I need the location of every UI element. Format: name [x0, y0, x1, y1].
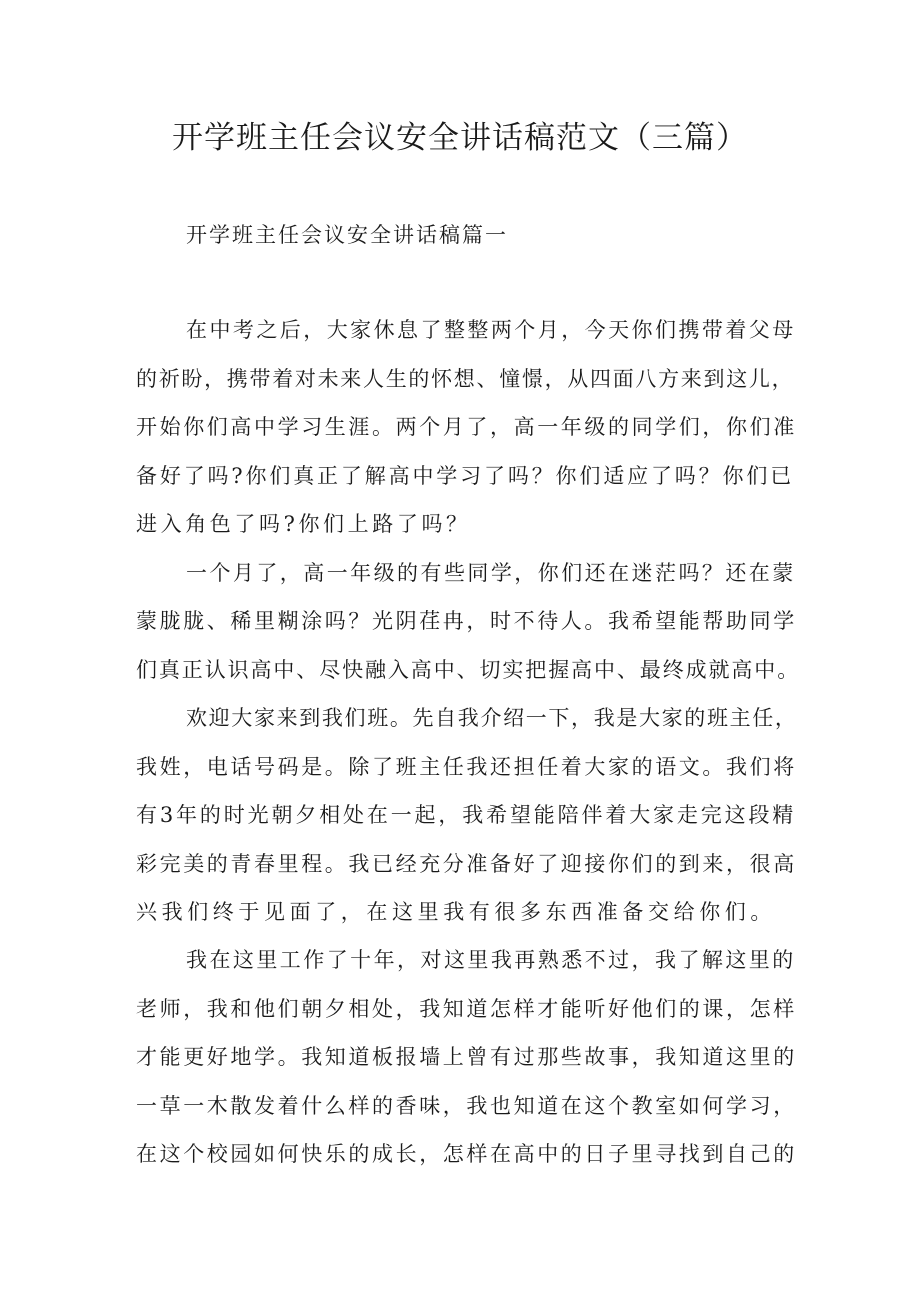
paragraph-line: 在中考之后，大家休息了整整两个月，今天你们携带着父母: [186, 318, 796, 342]
section-heading: 开学班主任会议安全讲话稿篇一: [186, 223, 508, 247]
paragraph-line: 我在这里工作了十年，对这里我再熟悉不过，我了解这里的: [186, 948, 796, 972]
paragraph-line: 开始你们高中学习生涯。两个月了，高一年级的同学们，你们准: [136, 415, 797, 439]
paragraph-line: 一个月了，高一年级的有些同学，你们还在迷茫吗？还在蒙: [186, 561, 796, 585]
document-title: 开学班主任会议安全讲话稿范文（三篇）: [172, 120, 748, 156]
paragraph-line: 我姓，电话号码是。除了班主任我还担任着大家的语文。我们将: [136, 755, 797, 779]
paragraph-line: 们真正认识高中、尽快融入高中、切实把握高中、最终成就高中。: [136, 658, 801, 682]
paragraph-line: 进入角色了吗?你们上路了吗？: [136, 512, 471, 536]
paragraph-line: 备好了吗?你们真正了解高中学习了吗？你们适应了吗？你们已: [136, 464, 795, 488]
paragraph-line: 欢迎大家来到我们班。先自我介绍一下，我是大家的班主任，: [186, 706, 798, 730]
paragraph-line: 彩完美的青春里程。我已经充分准备好了迎接你们的到来，很高: [136, 852, 797, 876]
paragraph-line: 才能更好地学。我知道板报墙上曾有过那些故事，我知道这里的: [136, 1045, 797, 1069]
paragraph-line: 在这个校园如何快乐的成长，怎样在高中的日子里寻找到自己的: [136, 1142, 797, 1166]
paragraph-line: 一草一木散发着什么样的香味，我也知道在这个教室如何学习，: [136, 1094, 797, 1118]
paragraph-line: 的祈盼，携带着对未来人生的怀想、憧憬，从四面八方来到这儿，: [136, 367, 795, 391]
paragraph-line: 老师，我和他们朝夕相处，我知道怎样才能听好他们的课，怎样: [136, 997, 797, 1021]
paragraph-line: 蒙胧胧、稀里糊涂吗？光阴荏冉，时不待人。我希望能帮助同学: [136, 609, 797, 633]
paragraph-line: 有3年的时光朝夕相处在一起，我希望能陪伴着大家走完这段精: [136, 803, 797, 827]
paragraph-line: 兴我们终于见面了，在这里我有很多东西准备交给你们。: [136, 900, 776, 924]
